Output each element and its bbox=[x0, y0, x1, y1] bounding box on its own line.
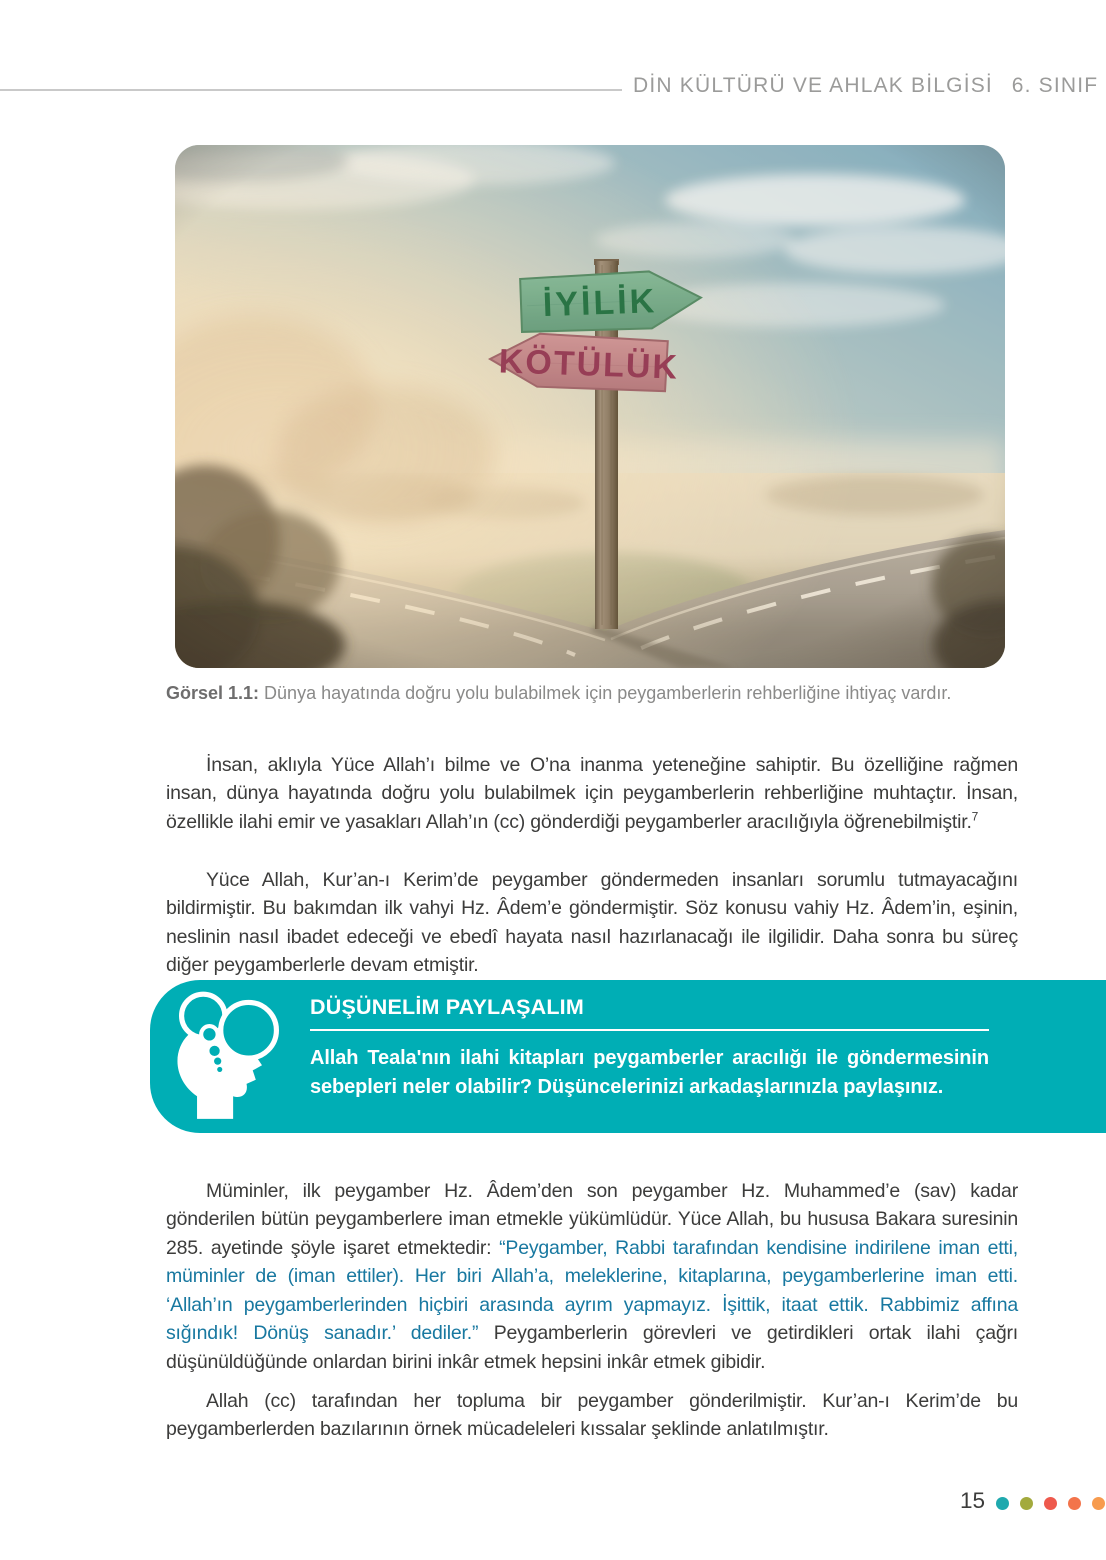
callout-content bbox=[310, 995, 989, 1102]
paragraph-1-text: İnsan, aklıyla Yüce Allah’ı bilme ve O’na inanma yeteneğine sahiptir. Bu özelliğine rağmen insan, dünya hayatında doğru yolu bulabilmek için peygamberlerin rehberliğine muhtaçtır. İnsan, özellikle ilahi emir ve yasakları Allah’ın (cc) gönderdiği peygamberler aracılığıyla öğrenebilmiştir. bbox=[166, 753, 1018, 833]
footer-dot-orange bbox=[1068, 1497, 1081, 1510]
footer-dot-olive bbox=[1020, 1497, 1033, 1510]
header-rule bbox=[0, 89, 622, 91]
paragraph-3-outro: Peygamberlerin görevleri ve getirdikleri ortak ilahi çağrı düşünüldüğünde onlardan birini inkâr etmek hepsini inkâr etmek gibidir. bbox=[166, 1322, 1018, 1374]
quran-quote: “Peygamber, Rabbi tarafından kendisine indirilene iman etti, müminler de (iman ettiler). Her biri Allah’a, meleklerine, kitaplarına, peygamberlerine iman etti. ‘Allah’ın peygamberlerinden hiçbiri arasında ayrım yapmayız. İşittik, itaat ettik. Rabbimiz affına sığındık! Dönüş sanadır.’ dediler.” bbox=[166, 1236, 1019, 1345]
figure-caption-text: Dünya hayatında doğru yolu bulabilmek için peygamberlerin rehberliğine ihtiyaç vardır. bbox=[259, 683, 952, 703]
thinking-head-icon bbox=[162, 989, 296, 1123]
paragraph-3 bbox=[166, 1177, 1018, 1377]
footer-dot-teal bbox=[996, 1497, 1009, 1510]
page-number: 15 bbox=[959, 1488, 985, 1513]
vignette bbox=[175, 145, 1005, 668]
crossroads-photo bbox=[175, 145, 1005, 668]
callout-title-rule bbox=[310, 1029, 989, 1031]
page-header-title: DİN KÜLTÜRÜ VE AHLAK BİLGİSİ 6. SINIF bbox=[633, 74, 1099, 97]
footer-dots bbox=[996, 1497, 1105, 1510]
callout-question: Allah Teala'nın ilahi kitapları peygamberler aracılığı ile göndermesinin sebepleri neler olabilir? Düşüncelerinizi arkadaşlarınızla paylaşınız. bbox=[310, 1047, 989, 1098]
paragraph-3-intro: Müminler, ilk peygamber Hz. Âdem’den son peygamber Hz. Muhammed’e (sav) kadar gönderilen bütün peygamberlere iman etmekle yükümlüdür. Yüce Allah, bu hususa Bakara suresinin 285. ayetinde şöyle işaret etmektedir: bbox=[166, 1179, 1018, 1259]
crossroads-scene bbox=[175, 145, 1005, 668]
callout-title: DÜŞÜNELİM PAYLAŞALIM bbox=[310, 995, 584, 1019]
footer-dot-red bbox=[1044, 1497, 1057, 1510]
figure-caption bbox=[166, 681, 1018, 705]
think-share-callout bbox=[150, 980, 1106, 1133]
paragraph-1 bbox=[166, 751, 1018, 837]
footer-dot-light-orange bbox=[1092, 1497, 1105, 1510]
footnote-marker: 7 bbox=[971, 809, 979, 824]
paragraph-2: Yüce Allah, Kur’an-ı Kerim’de peygamber göndermeden insanları sorumlu tutmayacağını bildirmiştir. Bu bakımdan ilk vahyi Hz. Âdem’e göndermiştir. Söz konusu vahiy Hz. Âdem’in, eşinin, neslinin nasıl ibadet edeceği ve ebedî hayata nasıl hazırlanacağı ile ilgilidir. Daha sonra bu süreç diğer peygamberlerle devam etmiştir. bbox=[166, 868, 1018, 977]
paragraph-4: Allah (cc) tarafından her topluma bir peygamber gönderilmiştir. Kur’an-ı Kerim’de bu peygamberlerden bazılarının örnek mücadeleleri kıssalar şeklinde anlatılmıştır. bbox=[166, 1389, 1018, 1441]
figure-caption-label: Görsel 1.1: bbox=[166, 683, 260, 703]
